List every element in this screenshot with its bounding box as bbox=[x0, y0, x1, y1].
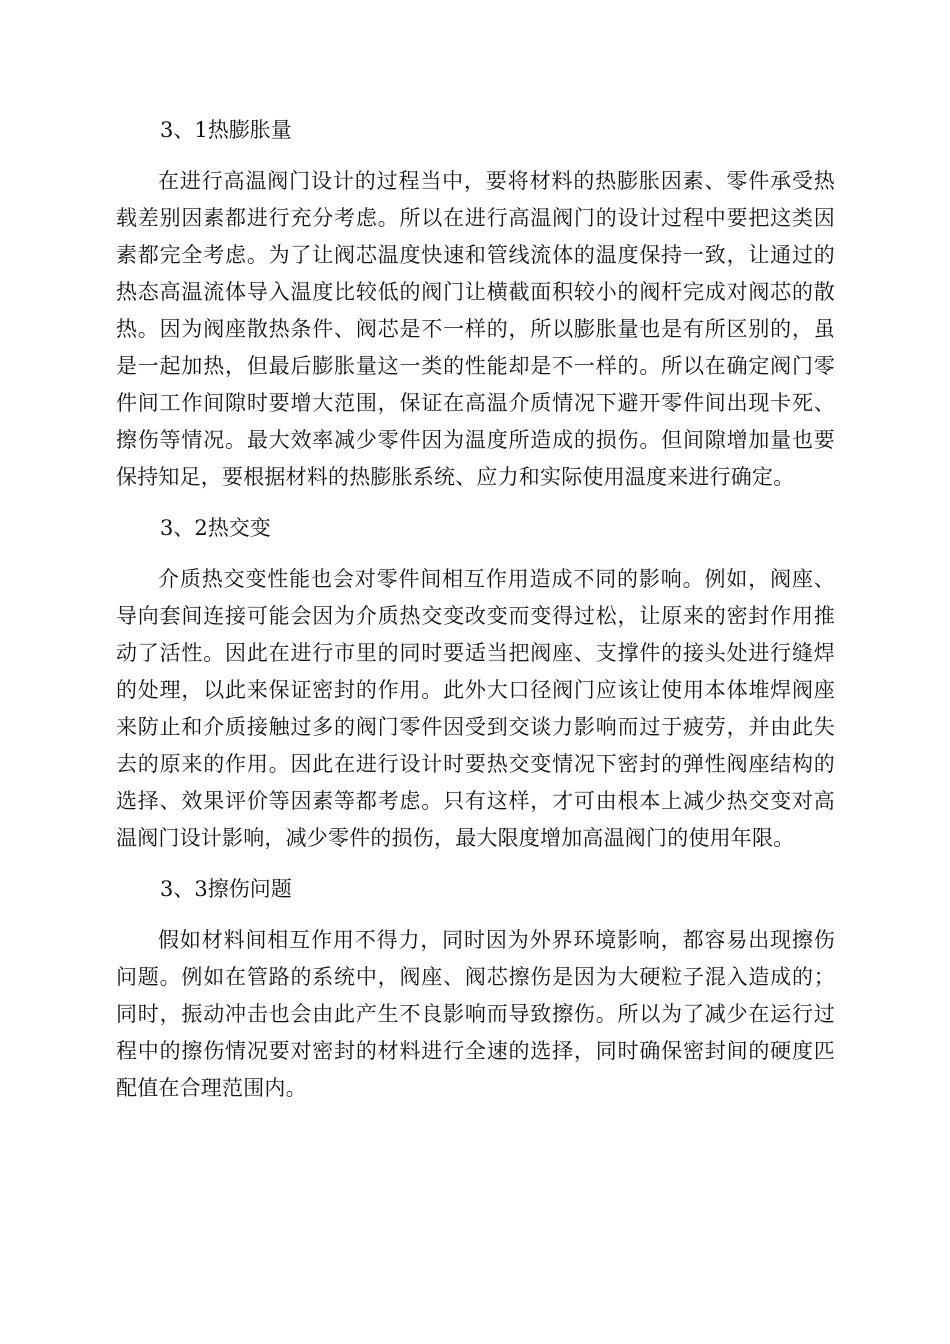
section-thermal-alternation bbox=[116, 510, 835, 857]
section-heading: 3、3擦伤问题 bbox=[160, 877, 292, 901]
section-thermal-expansion bbox=[116, 112, 835, 496]
section-paragraph: 假如材料间相互作用不得力，同时因为外界环境影响，都容易出现擦伤问题。例如在管路的系统中，阀座、阀芯擦伤是因为大硬粒子混入造成的；同时，振动冲击也会由此产生不良影响而导致擦伤。所以为了减少在运行过程中的擦伤情况要对密封的材料进行全速的选择，同时确保密封间的硬度匹配值在合理范围内。 bbox=[116, 928, 835, 1100]
document-body bbox=[116, 112, 835, 1121]
section-paragraph: 在进行高温阀门设计的过程当中，要将材料的热膨胀因素、零件承受热载差别因素都进行充分考虑。所以在进行高温阀门的设计过程中要把这类因素都完全考虑。为了让阀芯温度快速和管线流体的温度保持一致，让通过的热态高温流体导入温度比较低的阀门让横截面积较小的阀杆完成对阀芯的散热。因为阀座散热条件、阀芯是不一样的，所以膨胀量也是有所区别的，虽是一起加热，但最后膨胀量这一类的性能却是不一样的。所以在确定阀门零件间工作间隙时要增大范围，保证在高温介质情况下避开零件间出现卡死、擦伤等情况。最大效率减少零件因为温度所造成的损伤。但间隙增加量也要保持知足，要根据材料的热膨胀系统、应力和实际使用温度来进行确定。 bbox=[116, 169, 835, 489]
section-heading: 3、1热膨胀量 bbox=[160, 118, 292, 142]
section-heading: 3、2热交变 bbox=[160, 516, 271, 540]
section-paragraph: 介质热交变性能也会对零件间相互作用造成不同的影响。例如，阀座、导向套间连接可能会因为介质热交变改变而变得过松，让原来的密封作用推动了活性。因此在进行市里的同时要适当把阀座、支撑件的接头处进行缝焊的处理，以此来保证密封的作用。此外大口径阀门应该让使用本体堆焊阀座来防止和介质接触过多的阀门零件因受到交谈力影响而过于疲劳，并由此失去的原来的作用。因此在进行设计时要热交变情况下密封的弹性阀座结构的选择、效果评价等因素等都考虑。只有这样，才可由根本上减少热交变对高温阀门设计影响，减少零件的损伤，最大限度增加高温阀门的使用年限。 bbox=[116, 567, 835, 850]
section-abrasion-issue bbox=[116, 871, 835, 1107]
